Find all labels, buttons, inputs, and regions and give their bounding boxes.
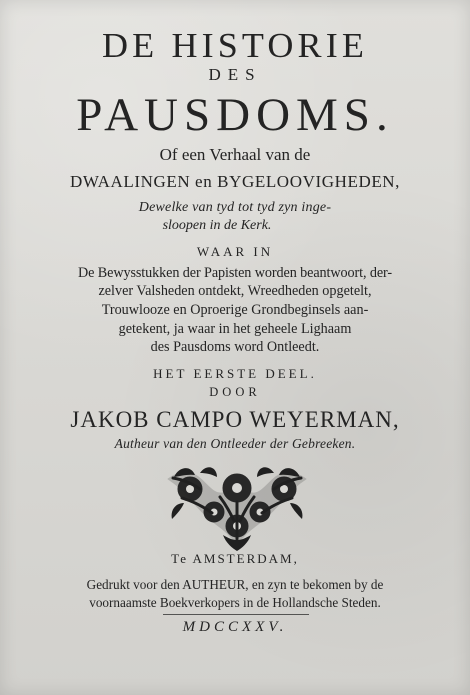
floral-ornament-icon xyxy=(160,463,314,553)
imprint-line-1: Te AMSTERDAM, xyxy=(171,551,299,566)
body-line-5: des Pausdoms word Ontleedt. xyxy=(150,339,320,355)
author-name: JAKOB CAMPO WEYERMAN, xyxy=(70,407,400,432)
title-line-1: DE HISTORIE xyxy=(102,26,368,65)
body-line-2: zelver Valsheden ontdekt, Wreedheden opgetelt, xyxy=(98,283,372,299)
subtitle-line-1: Of een Verhaal van de xyxy=(159,145,311,164)
body-line-3: Trouwlooze en Oproerige Grondbeginsels aan- xyxy=(101,302,369,318)
body-line-4: getekent, ja waar in het geheele Lighaam xyxy=(118,321,352,337)
imprint-line-3: voornaamste Boekverkopers in de Hollandsche Steden. xyxy=(89,595,381,610)
subtitle-line-2: DWAALINGEN en BYGELOOVIGHEDEN, xyxy=(69,172,401,191)
part-heading: HET EERSTE DEEL. xyxy=(153,366,317,381)
door-heading: DOOR xyxy=(209,385,261,399)
subtitle-line-3: Dewelke van tyd tot tyd zyn inge- xyxy=(138,200,332,215)
title-line-2: DES xyxy=(208,65,262,84)
publication-year: MDCCXXV. xyxy=(182,619,288,635)
title-line-3: PAUSDOMS. xyxy=(76,89,394,141)
waar-in-heading: WAAR IN xyxy=(196,244,274,259)
imprint-line-2: Gedrukt voor den AUTHEUR, en zyn te bekomen by de xyxy=(86,577,384,592)
imprint-divider xyxy=(163,614,309,615)
author-role: Autheur van den Ontleeder der Gebreeken. xyxy=(114,436,356,451)
subtitle-line-4: sloopen in de Kerk. xyxy=(162,218,272,233)
body-line-1: De Bewysstukken der Papisten worden beantwoort, der- xyxy=(77,265,393,281)
